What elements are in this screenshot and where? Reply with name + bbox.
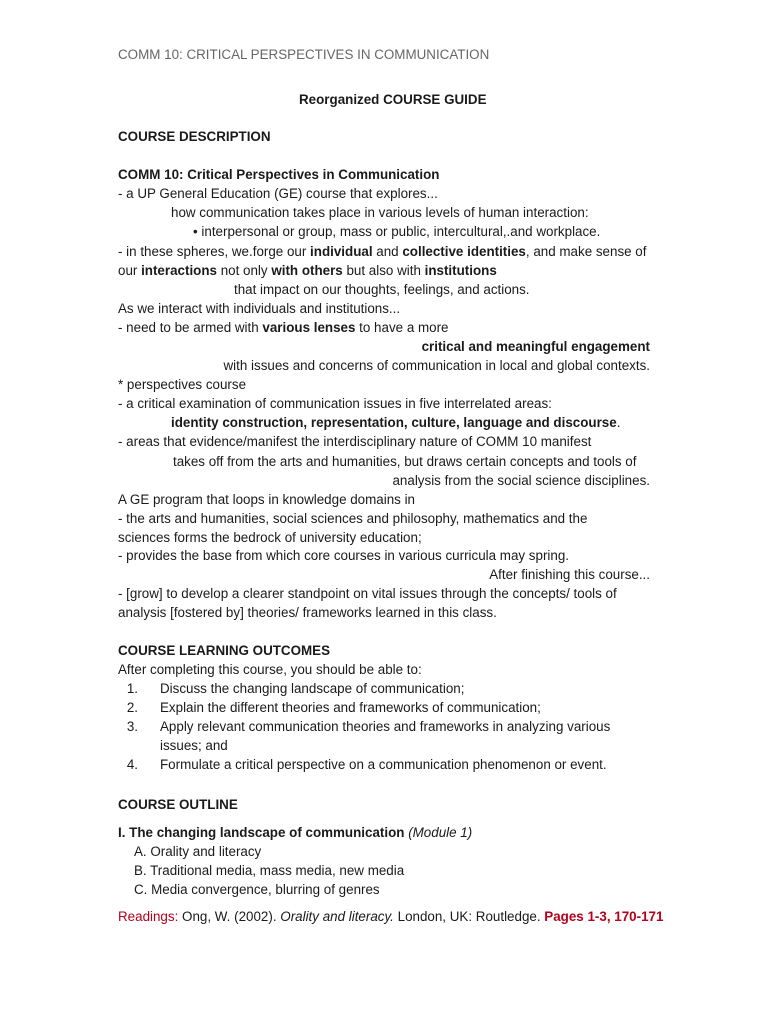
outline-item: C. Media convergence, blurring of genres — [134, 882, 380, 897]
course-outline-heading: COURSE OUTLINE — [118, 797, 238, 812]
outcome-text: Formulate a critical perspective on a communication phenomenon or event. — [160, 757, 607, 772]
description-line: with issues and concerns of communication in local and global contexts. — [223, 358, 650, 373]
description-line: After finishing this course... — [489, 567, 650, 582]
emphasis-text: institutions — [424, 263, 497, 278]
outcome-text: Apply relevant communication theories and frameworks in analyzing various — [160, 719, 611, 734]
text-span: but also with — [342, 263, 425, 278]
outcome-item — [118, 679, 464, 698]
description-line: - provides the base from which core courses in various curricula may spring. — [118, 548, 569, 563]
emphasis-text: various lenses — [262, 320, 356, 335]
text-span: not only — [216, 263, 272, 278]
description-line: analysis from the social science disciplines. — [392, 473, 650, 488]
description-line — [118, 242, 646, 261]
section-title-text: I. The changing landscape of communication — [118, 825, 405, 840]
outcome-text: Explain the different theories and frameworks of communication; — [160, 700, 541, 715]
learning-outcomes-heading: COURSE LEARNING OUTCOMES — [118, 643, 331, 658]
readings-publisher: London, UK: Routledge. — [393, 909, 545, 924]
readings-label: Readings: — [118, 909, 179, 924]
readings-pages: Pages 1-3, 170-171 — [544, 909, 664, 924]
description-line: - [grow] to develop a clearer standpoint on vital issues through the concepts/ tools of — [118, 586, 617, 601]
outcome-text: Discuss the changing landscape of communication; — [160, 681, 465, 696]
description-line: - the arts and humanities, social sciences and philosophy, mathematics and the — [118, 511, 588, 526]
readings-author: Ong, W. (2002). — [178, 909, 281, 924]
description-line: - areas that evidence/manifest the interdisciplinary nature of COMM 10 manifest — [118, 434, 592, 449]
description-line: that impact on our thoughts, feelings, and actions. — [234, 282, 530, 297]
description-line: sciences forms the bedrock of university education; — [118, 530, 422, 545]
description-line: - a critical examination of communication issues in five interrelated areas: — [118, 396, 552, 411]
module-label: (Module 1) — [408, 825, 473, 840]
text-span: - in these spheres, we.forge our — [118, 244, 311, 259]
course-description-heading: COURSE DESCRIPTION — [118, 129, 271, 144]
outcome-number: 2. — [126, 700, 138, 715]
description-line — [171, 413, 620, 432]
description-line: analysis [fostered by] theories/ frameworks learned in this class. — [118, 605, 497, 620]
outline-item: B. Traditional media, mass media, new media — [134, 863, 405, 878]
readings-line — [118, 907, 663, 926]
description-line: As we interact with individuals and institutions... — [118, 301, 401, 316]
readings-work-title: Orality and literacy. — [280, 909, 394, 924]
outcome-item — [118, 755, 607, 774]
description-line — [118, 261, 497, 280]
course-name: COMM 10: Critical Perspectives in Communication — [118, 167, 440, 182]
description-line: how communication takes place in various levels of human interaction: — [171, 205, 589, 220]
description-line: critical and meaningful engagement — [421, 339, 650, 354]
text-span: our — [118, 263, 142, 278]
emphasis-text: with others — [271, 263, 343, 278]
emphasis-text: collective identities — [402, 244, 526, 259]
outline-item: A. Orality and literacy — [134, 844, 262, 859]
outcome-number: 3. — [126, 719, 138, 734]
outcome-number: 4. — [126, 757, 138, 772]
emphasis-text: identity construction, representation, culture, language and discourse — [171, 415, 617, 430]
description-line: - a UP General Education (GE) course that explores... — [118, 186, 438, 201]
emphasis-text: interactions — [141, 263, 217, 278]
outcome-continuation: issues; and — [160, 738, 228, 753]
text-span: and — [372, 244, 403, 259]
document-title: Reorganized COURSE GUIDE — [299, 92, 487, 107]
document-header: COMM 10: CRITICAL PERSPECTIVES IN COMMUNICATION — [118, 47, 490, 62]
outcome-item — [118, 717, 610, 736]
description-line: A GE program that loops in knowledge domains in — [118, 492, 415, 507]
description-line: * perspectives course — [118, 377, 247, 392]
outcome-number: 1. — [126, 681, 138, 696]
text-span: to have a more — [355, 320, 449, 335]
description-line — [118, 318, 449, 337]
text-span: , and make sense of — [525, 244, 647, 259]
text-span: - need to be armed with — [118, 320, 263, 335]
learning-outcomes-intro: After completing this course, you should be able to: — [118, 662, 422, 677]
description-line: • interpersonal or group, mass or public, intercultural,.and workplace. — [193, 224, 601, 239]
text-span: . — [616, 415, 621, 430]
outcome-item — [118, 698, 541, 717]
description-line: takes off from the arts and humanities, but draws certain concepts and tools of — [173, 454, 637, 469]
emphasis-text: individual — [310, 244, 373, 259]
outline-section-title — [118, 823, 472, 842]
